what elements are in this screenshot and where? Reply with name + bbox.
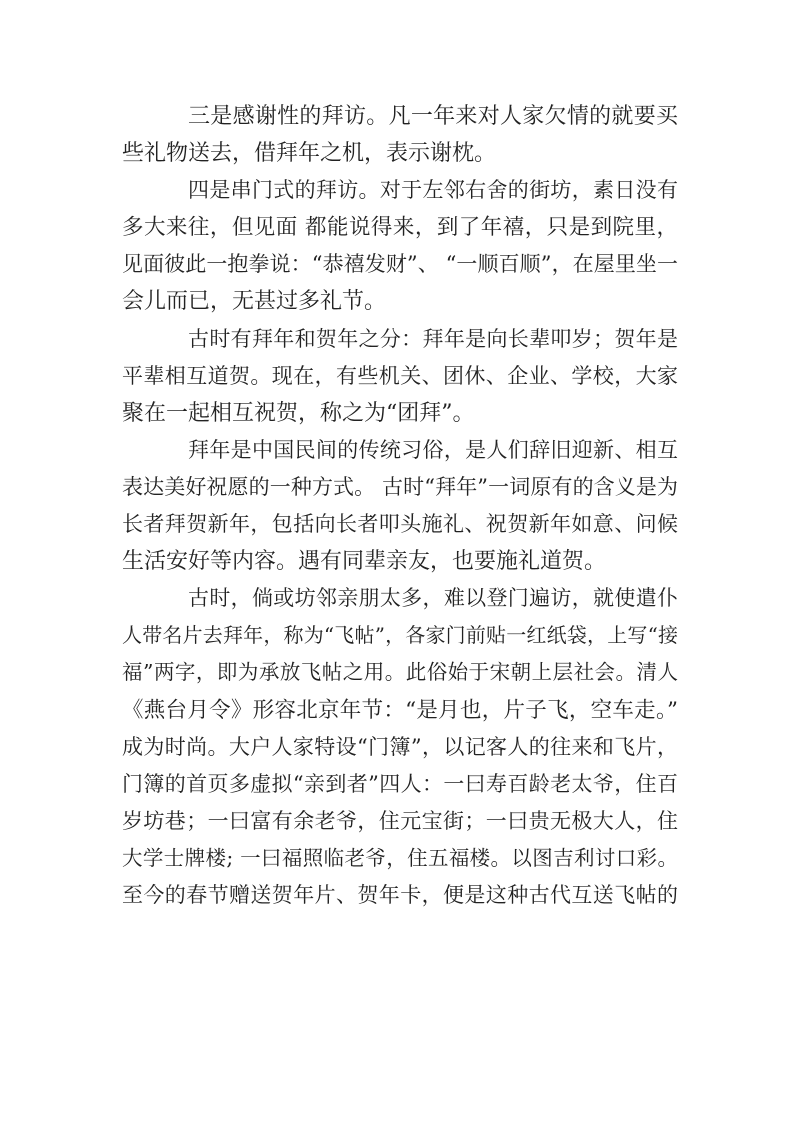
paragraph-5-line-9: 至今的春节赠送贺年片、贺年卡，便是这种古代互送飞帖的 — [122, 882, 678, 907]
paragraph-5-line-8: 大学士牌楼; 一曰福照临老爷，住五福楼。以图吉利讨口彩。 — [122, 845, 678, 870]
paragraph-3-line-3: 聚在一起相互祝贺，称之为“团拜”。 — [122, 400, 475, 426]
paragraph-5-line-4: 《燕台月令》形容北京年节：“是月也，片子飞，空车走。” — [122, 697, 678, 723]
paragraph-1-line-2: 些礼物送去，借拜年之机，表示谢枕。 — [122, 141, 497, 167]
paragraph-3-line-1: 古时有拜年和贺年之分：拜年是向长辈叩岁；贺年是 — [188, 326, 678, 351]
paragraph-4-line-3: 长者拜贺新年，包括向长者叩头施礼、祝贺新年如意、问候 — [122, 512, 678, 537]
paragraph-2-line-3: 见面彼此一抱拳说：“恭禧发财”、 “一顺百顺”，在屋里坐一 — [122, 252, 678, 277]
paragraph-2-line-2: 多大来往，但见面 都能说得来，到了年禧，只是到院里， — [122, 215, 678, 241]
paragraph-5-line-1: 古时，倘或坊邻亲朋太多，难以登门遍访，就使遣仆 — [188, 586, 678, 611]
paragraph-4-line-4: 生活安好等内容。遇有同辈亲友，也要施礼道贺。 — [122, 549, 607, 575]
paragraph-2-line-4: 会儿而已，无甚过多礼节。 — [122, 289, 387, 315]
paragraph-2-line-1: 四是串门式的拜访。对于左邻右舍的街坊，素日没有 — [188, 178, 678, 203]
paragraph-5-line-5: 成为时尚。大户人家特设“门簿”，以记客人的往来和飞片， — [122, 734, 678, 759]
paragraph-3-line-2: 平辈相互道贺。现在，有些机关、团休、企业、学校，大家 — [122, 363, 678, 388]
paragraph-5-line-3: 福”两字，即为承放飞帖之用。此俗始于宋朝上层社会。清人 — [122, 660, 678, 685]
paragraph-5-line-6: 门簿的首页多虚拟“亲到者”四人：一曰寿百龄老太爷，住百 — [122, 771, 678, 796]
paragraph-5-line-2: 人带名片去拜年，称为“飞帖”，各家门前贴一红纸袋，上写“接 — [122, 623, 678, 648]
paragraph-5-line-7: 岁坊巷；一曰富有余老爷，住元宝街；一曰贵无极大人，住 — [122, 808, 678, 833]
paragraph-4-line-2: 表达美好祝愿的一种方式。 古时“拜年”一词原有的含义是为 — [122, 474, 678, 499]
paragraph-4-line-1: 拜年是中国民间的传统习俗，是人们辞旧迎新、相互 — [188, 437, 678, 462]
paragraph-1-line-1: 三是感谢性的拜访。凡一年来对人家欠情的就要买 — [188, 104, 678, 129]
document-body — [122, 98, 678, 914]
